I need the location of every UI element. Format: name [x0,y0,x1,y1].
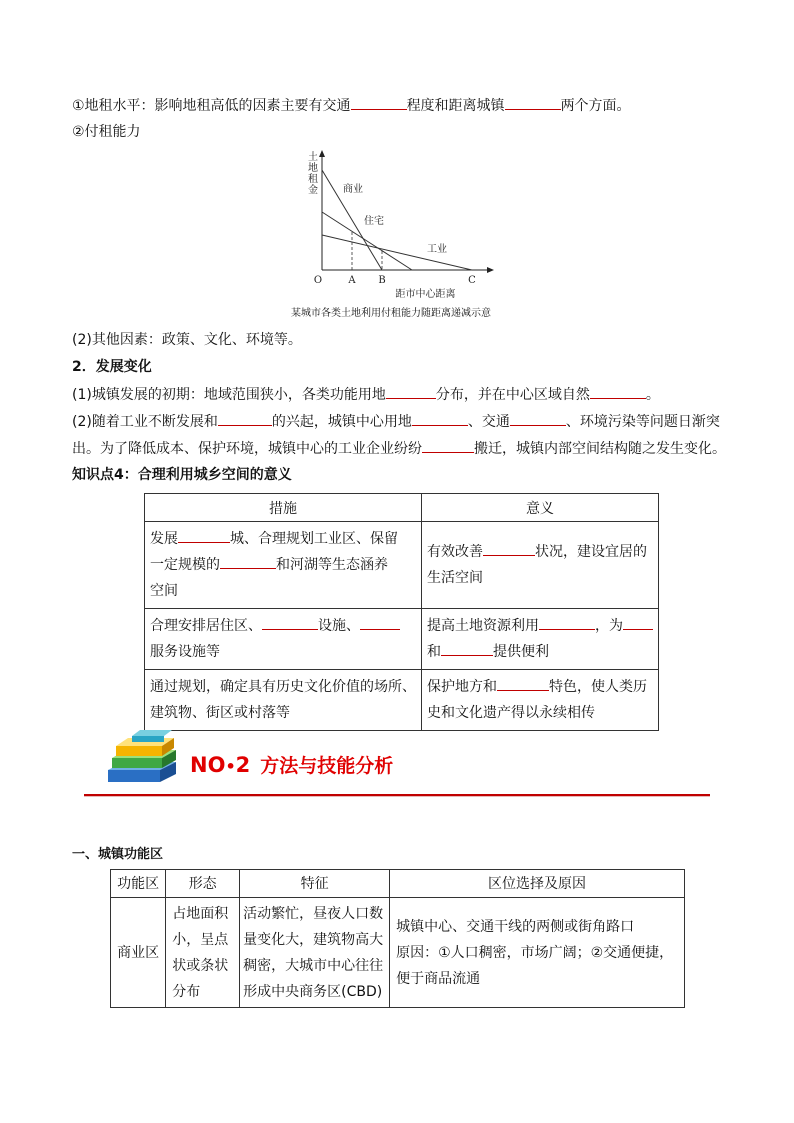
table-cell: 保护地方和 特色，使人类历 史和文化遗产得以永续相传 [422,670,659,731]
section-heading-development: 2．发展变化 [72,359,152,375]
col-header-form: 形态 [166,870,240,898]
measures-table [144,493,659,731]
col-header-reason: 区位选择及原因 [390,870,685,898]
banner-divider-shadow [84,796,710,797]
books-icon [102,726,186,786]
table-cell: 占地面积 小，呈点 状或条状 分布 [166,898,240,1008]
x-tick-label: A [348,275,356,286]
table-row [145,670,659,731]
fill-blank [483,540,535,556]
table-cell: 合理安排居住区、 设施、 服务设施等 [145,609,422,670]
fill-blank [623,614,653,630]
table-cell: 发展 城、合理规划工业区、保留 一定规模的 和河湖等生态涵养 空间 [145,522,422,609]
x-axis-arrow [487,267,494,273]
fill-blank [178,527,230,543]
fill-blank [497,675,549,691]
series-label-1: 住宅 [364,216,384,227]
col-header-measures: 措施 [145,494,422,522]
fill-blank [441,640,493,656]
series-label-0: 商业 [343,184,363,195]
table-header-row [111,870,685,898]
fill-blank [220,553,276,569]
table-cell: 通过规划，确定具有历史文化价值的场所、 建筑物、街区或村落等 [145,670,422,731]
fill-blank [590,383,646,399]
text-line-3: (2)其他因素：政策、文化、环境等。 [72,332,302,348]
series-label-2: 工业 [427,244,447,255]
x-tick-label: O [313,275,323,286]
x-axis-label: 距市中心距离 [395,289,456,300]
col-header-feature: 特征 [240,870,390,898]
banner-title: NO•2 方法与技能分析 [190,753,394,777]
x-tick-label: C [468,275,476,286]
bid-rent-chart [300,148,500,303]
chart-caption: 某城市各类土地利用付租能力随距离递减示意 [291,308,491,319]
section-title-functional-zones: 一、城镇功能区 [72,847,164,862]
y-axis-label-char: 租 [308,174,318,185]
fill-blank [351,94,407,110]
fill-blank [386,383,436,399]
series-line-2 [322,235,472,270]
text-line-7: 出。为了降低成本、保护环境，城镇中心的工业企业纷纷 搬迁，城镇内部空间结构随之发生变化。 [72,437,726,459]
functional-zones-table [110,869,685,1008]
fill-blank [539,614,595,630]
fill-blank [422,437,474,453]
table-header-row [145,494,659,522]
y-axis-label-char: 地 [308,163,318,174]
table-cell: 有效改善 状况，建设宜居的 生活空间 [422,522,659,609]
table-row [145,522,659,609]
y-axis-label-char: 金 [308,185,318,196]
table-cell: 商业区 [111,898,166,1008]
col-header-significance: 意义 [422,494,659,522]
text-line-2: ②付租能力 [72,124,141,140]
fill-blank [262,614,318,630]
table-cell: 城镇中心、交通干线的两侧或街角路口 原因：①人口稠密，市场广阔；②交通便捷， 便于商品流通 [390,898,685,1008]
y-axis-arrow [319,150,325,157]
fill-blank [412,410,468,426]
table-row [111,898,685,1008]
text-line-6: (2)随着工业不断发展和 的兴起，城镇中心用地 、交通 、环境污染等问题日渐突 [72,410,720,432]
fill-blank [218,410,272,426]
table-cell: 活动繁忙，昼夜人口数 量变化大，建筑物高大 稠密，大城市中心往往 形成中央商务区(CBD) [240,898,390,1008]
table-row [145,609,659,670]
knowledge-point-4-heading: 知识点4：合理利用城乡空间的意义 [72,467,292,483]
fill-blank [360,614,400,630]
fill-blank [505,94,561,110]
text-line-5: (1)城镇发展的初期：地域范围狭小，各类功能用地 分布，并在中心区域自然 。 [72,383,660,405]
fill-blank [510,410,566,426]
y-axis-label-char: 土 [308,152,318,163]
table-cell: 提高土地资源利用 ，为 和 提供便利 [422,609,659,670]
text-line-1: ①地租水平：影响地租高低的因素主要有交通 程度和距离城镇 两个方面。 [72,94,631,116]
x-tick-label: B [378,275,386,286]
col-header-zone: 功能区 [111,870,166,898]
